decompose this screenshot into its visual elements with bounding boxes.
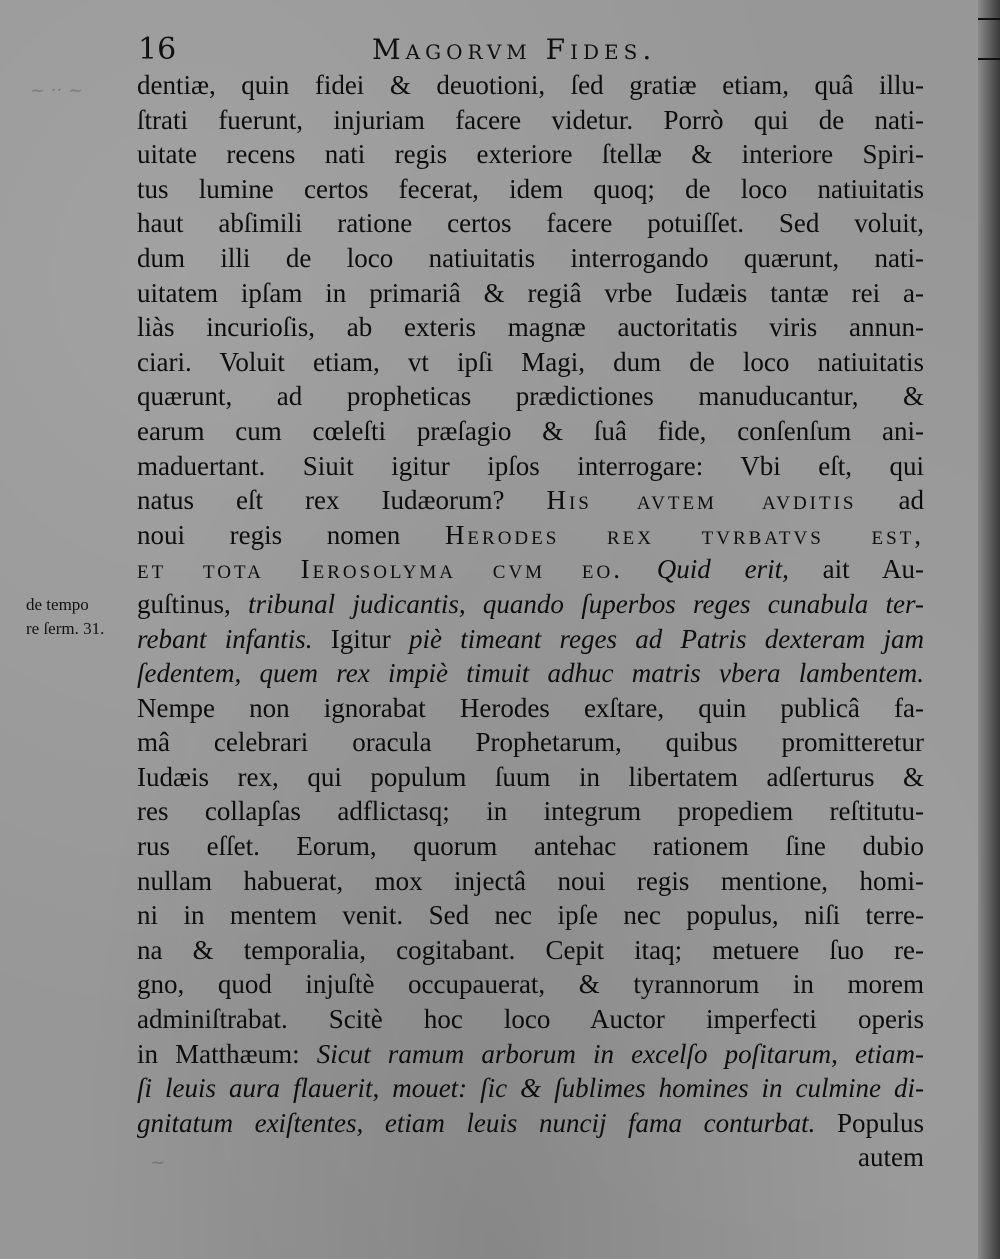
italic-run: piè timeant reges ad Patris dexteram jam [409,623,924,654]
text-line [137,656,924,691]
italic-run: Sicut ramum arborum in excelſo poſitarum, etiam- [316,1038,924,1069]
text-line: res collapſas adflictasq; in integrum propediem reſtitutu- [137,796,924,827]
small-caps-run: Herodes rex tvrbatvs est, [444,519,924,550]
text-line: uitate recens nati regis exteriore ſtellæ & interiore Spiri- [137,139,924,170]
text-line [137,483,924,518]
text-line [137,1071,924,1106]
text-line [137,1037,924,1072]
italic-run: Quid erit, [622,554,789,585]
text-line [137,552,924,587]
running-head: Magorvm Fides. [372,33,657,66]
text-run: ait Au- [788,554,924,585]
text-line: na & temporalia, cogitabant. Cepit itaq; metuere ſuo re- [137,934,924,965]
text-line: haut abſimili ratione certos facere potuiſſet. Sed voluit, [137,208,924,239]
text-run: in Matthæum: [137,1038,317,1069]
text-line: dum illi de loco natiuitatis interrogando quærunt, nati- [137,242,924,273]
small-caps-run: His avtem avditis [546,485,857,516]
text-line: gno, quod injuſtè occupauerat, & tyrannorum in morem [137,969,924,1000]
italic-run: ſi leuis aura flauerit, mouet: ſic & ſublimes homines in culmine di- [137,1073,924,1104]
text-line [137,622,924,657]
text-run: Populus [815,1107,924,1138]
text-run: ad [856,485,924,516]
catchword: autem [858,1142,924,1173]
show-through-mark: ~ ·· ~ [30,80,84,101]
margin-note-line: de tempo [26,595,89,614]
text-line: adminiſtrabat. Scitè hoc loco Auctor imperfecti operis [137,1004,924,1035]
page-number: 16 [138,32,177,67]
text-run: guſtinus, [137,588,249,619]
text-line: maduertant. Siuit igitur ipſos interrogare: Vbi eſt, qui [137,450,924,481]
text-line: nullam habuerat, mox injectâ noui regis mentione, homi- [137,865,924,896]
text-line: ciari. Voluit etiam, vt ipſi Magi, dum de loco natiuitatis [137,346,924,377]
text-line: tus lumine certos fecerat, idem quoq; de loco natiuitatis [137,173,924,204]
text-line [137,518,924,553]
margin-note [26,593,138,641]
italic-run: rebant infantis. [137,623,313,654]
text-line: ſtrati fuerunt, injuriam facere videtur. Porrò qui de nati- [137,104,924,135]
text-line: Nempe non ignorabat Herodes exſtare, quin publicâ fa- [137,692,924,723]
text-line: earum cum cœleſti præſagio & ſuâ fide, conſenſum ani- [137,415,924,446]
margin-note-line: re ſerm. 31. [26,619,105,638]
text-run: natus eſt rex Iudæorum? [137,485,547,516]
small-caps-run: et tota Ierosolyma cvm eo. [137,554,623,585]
text-line: mâ celebrari oracula Prophetarum, quibus promitteretur [137,727,924,758]
text-line: uitatem ipſam in primariâ & regiâ vrbe Iudæis tantæ rei a- [137,277,924,308]
body-text [137,68,924,1175]
text-line [137,1106,924,1141]
text-line: Iudæis rex, qui populum ſuum in libertatem adſerturus & [137,761,924,792]
text-line: ni in mentem venit. Sed nec ipſe nec populus, niſi terre- [137,900,924,931]
text-line: dentiæ, quin fidei & deuotioni, ſed gratiæ etiam, quâ illu- [137,70,924,100]
text-run: noui regis nomen [137,519,445,550]
italic-run: gnitatum exiſtentes, etiam leuis nuncij fama conturbat. [137,1107,816,1138]
italic-run: ſedentem, quem rex impiè timuit adhuc matris vbera lambentem. [137,658,924,689]
spine-rule [978,58,1000,60]
text-line [137,587,924,622]
text-line: liàs incurioſis, ab exteris magnæ auctoritatis viris annun- [137,312,924,343]
text-run: Igitur [312,623,410,654]
text-line: rus eſſet. Eorum, quorum antehac rationem ſine dubio [137,831,924,862]
show-through-mark: ~ [150,1152,166,1173]
text-line: quærunt, ad propheticas prædictiones manuducantur, & [137,381,924,412]
italic-run: tribunal judicantis, quando ſuperbos reges cunabula ter- [248,588,924,619]
spine-rule [978,18,1000,20]
book-spine-edge [978,0,1000,1259]
